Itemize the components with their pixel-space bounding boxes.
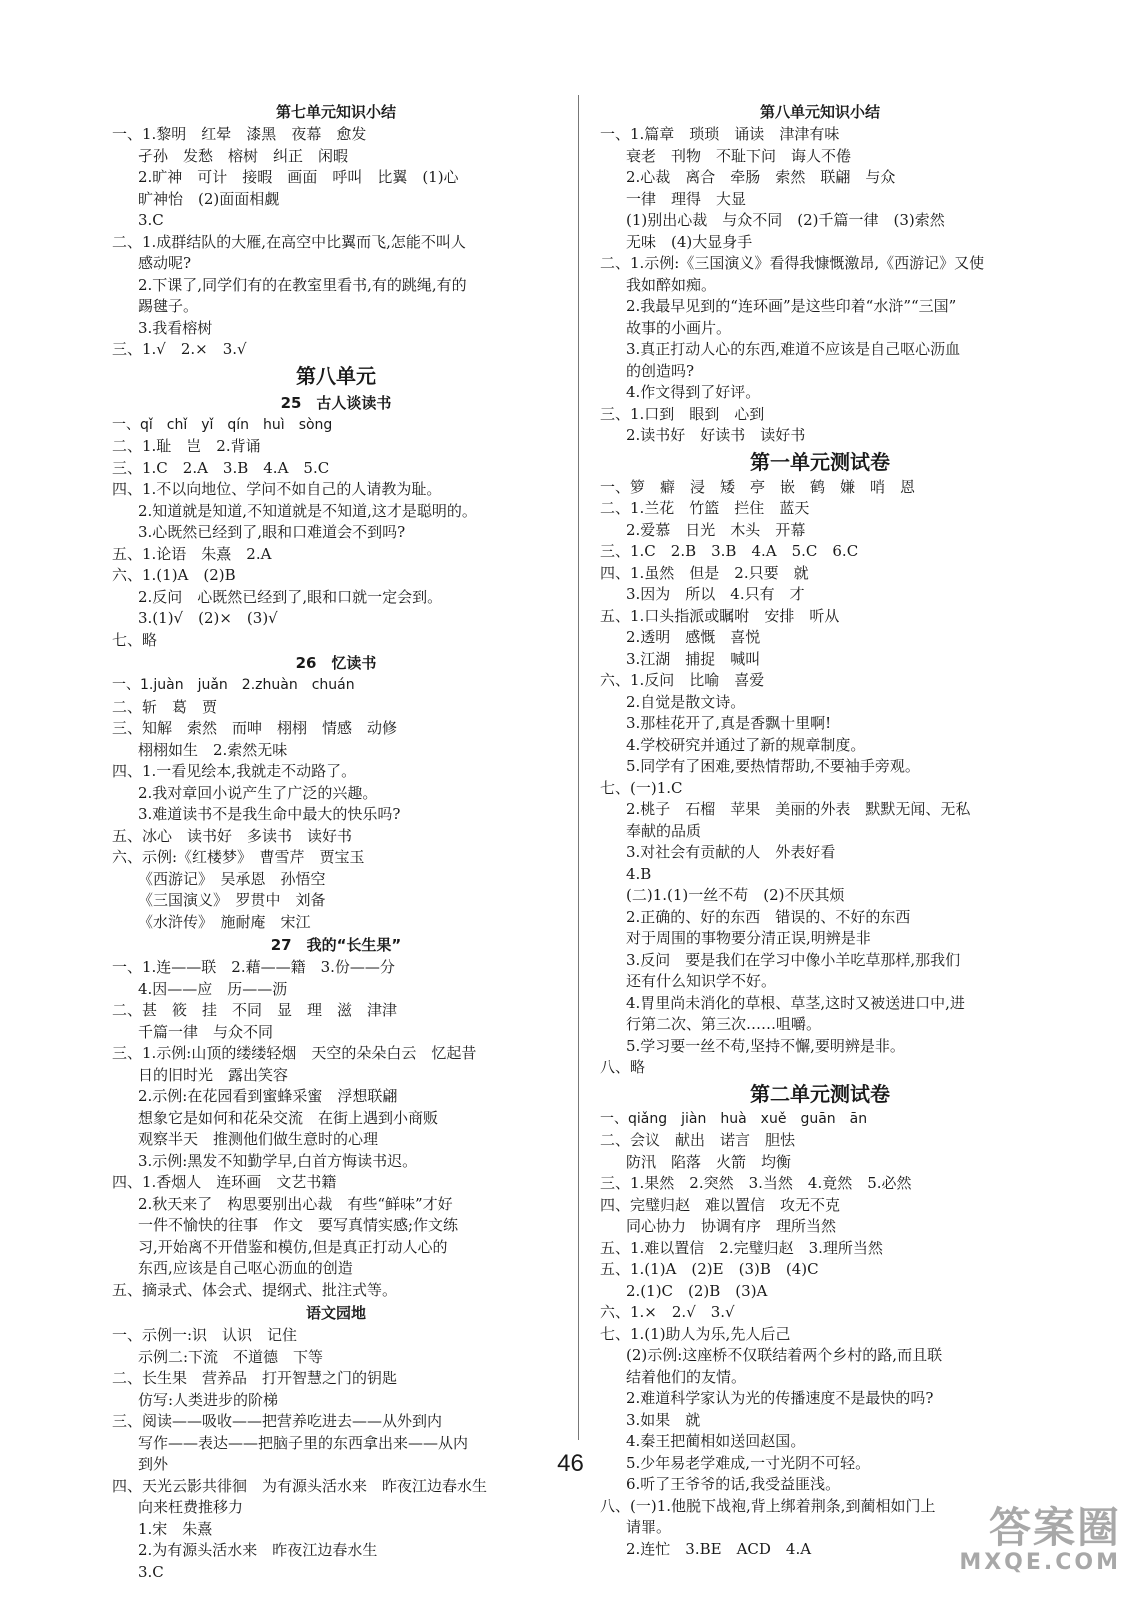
answer-line: 2.旷神 可计 接暇 画面 呼叫 比翼 (1)心: [138, 168, 459, 186]
answer-line: 4.作文得到了好评。: [626, 383, 761, 401]
answer-line: 3.C: [138, 211, 164, 229]
pinyin-line: 一、qiǎng jiàn huà xuě guān ān: [600, 1110, 868, 1127]
answer-line: 二、斩 葛 贾: [112, 697, 218, 716]
answer-line: 六、1.反问 比喻 喜爱: [600, 671, 765, 689]
answer-line: 1.宋 朱熹: [138, 1519, 213, 1538]
answer-line: 二、1.耻 岂 2.背诵: [112, 437, 261, 455]
answer-line: 千篇一律 与众不同: [138, 1022, 274, 1041]
answer-line: 七、(一)1.C: [600, 778, 683, 797]
unit-heading: 第一单元测试卷: [750, 449, 890, 474]
answer-line: 旷神怡 (2)面面相觑: [138, 189, 280, 208]
left-column: [112, 100, 560, 1583]
answer-line: 七、略: [112, 630, 158, 649]
answer-line: 2.爱慕 日光 木头 开幕: [626, 520, 806, 539]
answer-line: 六、1.(1)A (2)B: [112, 566, 236, 584]
answer-line: 我如醉如痴。: [626, 275, 717, 294]
answer-line: 的创造吗?: [626, 361, 695, 380]
answer-line: 三、1.果然 2.突然 3.当然 4.竟然 5.必然: [600, 1174, 912, 1192]
answer-line: 四、1.不以向地位、学问不如自己的人请教为耻。: [112, 480, 442, 498]
answer-line: 2.难道科学家认为光的传播速度不是最快的吗?: [626, 1389, 934, 1407]
answer-line: 2.读书好 好读书 读好书: [626, 426, 806, 444]
answer-line: 观察半天 推测他们做生意时的心理: [138, 1130, 379, 1148]
answer-line: 八、略: [600, 1058, 646, 1076]
answer-line: 三、1.示例:山顶的缕缕轻烟 天空的朵朵白云 忆起昔: [112, 1044, 477, 1062]
section-heading: 语文园地: [305, 1304, 366, 1322]
answer-line: 感动呢?: [138, 254, 192, 272]
answer-line: 五、摘录式、体会式、提纲式、批注式等。: [112, 1280, 398, 1299]
unit-heading: 第八单元: [296, 363, 376, 388]
answer-line: 2.(1)C (2)B (3)A: [626, 1281, 768, 1300]
answer-line: 奉献的品质: [626, 821, 702, 840]
answer-line: 结着他们的友情。: [626, 1367, 747, 1386]
answer-line: 五、冰心 读书好 多读书 读好书: [112, 826, 353, 845]
answer-line: 《三国演义》 罗贯中 刘备: [138, 891, 326, 909]
answer-line: 防汛 陷落 火箭 均衡: [626, 1152, 792, 1171]
answer-line: 示例二:下流 不道德 下等: [138, 1347, 324, 1366]
answer-line: 踢毽子。: [138, 297, 199, 315]
answer-line: 到外: [138, 1455, 169, 1473]
answer-line: 一、1.黎明 红晕 漆黑 夜幕 愈发: [112, 125, 367, 143]
answer-line: 4.因——应 历——沥: [138, 979, 288, 998]
answer-line: 八、(一)1.他脱下战袍,背上绑着荆条,到蔺相如门上: [600, 1496, 936, 1515]
answer-line: 四、1.虽然 但是 2.只要 就: [600, 563, 809, 582]
answer-line: 三、知解 索然 而呻 栩栩 情感 动修: [112, 719, 398, 737]
answer-line: 五、1.难以置信 2.完璧归赵 3.理所当然: [600, 1238, 883, 1257]
answer-line: 衰老 刊物 不耻下问 诲人不倦: [626, 146, 852, 165]
answer-line: 三、1.√ 2.× 3.√: [112, 340, 247, 358]
column-divider: [578, 95, 579, 1440]
answer-line: 《西游记》 吴承恩 孙悟空: [138, 869, 326, 888]
answer-line: 想象它是如何和花朵交流 在街上遇到小商贩: [138, 1108, 439, 1127]
answer-line: 行第二次、第三次……咀嚼。: [626, 1015, 822, 1033]
answer-line: 一、示例一:识 认识 记住: [112, 1326, 298, 1344]
answer-line: 孑孙 发愁 榕树 纠正 闲暇: [138, 146, 349, 165]
answer-line: 六、示例:《红楼梦》 曹雪芹 贾宝玉: [112, 848, 365, 866]
pinyin-line: 一、1.juàn juǎn 2.zhuàn chuán: [112, 677, 355, 693]
answer-line: 故事的小画片。: [626, 318, 732, 337]
answer-line: 3.反问 要是我们在学习中像小羊吃草那样,那我们: [626, 950, 961, 969]
answer-line: 3.真正打动人心的东西,难道不应该是自己呕心沥血: [626, 340, 961, 358]
answer-line: 2.正确的、好的东西 错误的、不好的东西: [626, 907, 911, 926]
answer-line: 二、会议 献出 诺言 胆怯: [600, 1131, 796, 1149]
answer-line: 3.C: [138, 1562, 164, 1581]
answer-line: 五、1.口头指派或瞩咐 安排 听从: [600, 606, 840, 625]
answer-line: 2.我最早见到的“连环画”是这些印着“水浒”“三国”: [626, 297, 957, 315]
answer-line: 四、天光云影共徘徊 为有源头活水来 昨夜江边春水生: [112, 1476, 488, 1495]
watermark-en: MXQE.COM: [959, 1550, 1121, 1575]
answer-line: 3.江湖 捕捉 喊叫: [626, 649, 761, 668]
answer-line: 2.桃子 石榴 苹果 美丽的外表 默默无闻、无私: [626, 800, 971, 818]
answer-line: 二、长生果 营养品 打开智慧之门的钥匙: [112, 1369, 398, 1387]
answer-line: 五、1.论语 朱熹 2.A: [112, 544, 272, 563]
answer-line: 五、1.(1)A (2)E (3)B (4)C: [600, 1260, 819, 1278]
answer-line: 2.为有源头活水来 昨夜江边春水生: [138, 1541, 378, 1559]
answer-line: 四、1.香烟人 连环画 文艺书籍: [112, 1173, 337, 1191]
right-column: [600, 100, 1040, 1560]
answer-line: 3.因为 所以 4.只有 才: [626, 585, 805, 603]
answer-line: 3.(1)√ (2)× (3)√: [138, 609, 278, 627]
answer-line: 4.学校研究并通过了新的规章制度。: [626, 735, 866, 754]
answer-line: (二)1.(1)一丝不苟 (2)不厌其烦: [626, 886, 845, 904]
answer-line: 二、甚 筱 挂 不同 显 理 滋 津津: [112, 1001, 398, 1019]
answer-line: 2.连忙 3.BE ACD 4.A: [626, 1539, 812, 1558]
answer-line: 对于周围的事物要分清正误,明辨是非: [626, 929, 871, 947]
answer-line: 一、1.连——联 2.藉——籍 3.份——分: [112, 958, 395, 976]
answer-line: 《水浒传》 施耐庵 宋江: [138, 912, 311, 931]
answer-line: 二、1.成群结队的大雁,在高空中比翼而飞,怎能不叫人: [112, 232, 466, 251]
answer-line: 2.我对章回小说产生了广泛的兴趣。: [138, 783, 378, 802]
answer-line: 3.对社会有贡献的人 外表好看: [626, 843, 836, 861]
answer-line: 七、1.(1)助人为乐,先人后己: [600, 1324, 791, 1343]
answer-line: 三、1.C 2.B 3.B 4.A 5.C 6.C: [600, 542, 859, 560]
answer-line: 四、完璧归赵 难以置信 攻无不克: [600, 1195, 841, 1214]
section-heading: 25 古人谈读书: [280, 393, 392, 412]
answer-line: 3.心既然已经到了,眼和口难道会不到吗?: [138, 523, 406, 541]
section-heading: 26 忆读书: [295, 654, 377, 672]
answer-line: 一律 理得 大显: [626, 189, 747, 208]
answer-line: 请罪。: [626, 1518, 672, 1536]
answer-line: 还有什么知识学不好。: [626, 972, 777, 990]
answer-line: 四、1.一看见绘本,我就走不动路了。: [112, 762, 357, 780]
answer-line: 2.心裁 离合 牵肠 索然 联翩 与众: [626, 168, 896, 186]
answer-line: 3.示例:黑发不知勤学早,白首方悔读书迟。: [138, 1151, 418, 1170]
answer-line: 同心协力 协调有序 理所当然: [626, 1217, 837, 1235]
answer-line: 5.同学有了困难,要热情帮助,不要袖手旁观。: [626, 757, 920, 775]
answer-line: 4.B: [626, 864, 652, 883]
answer-line: (2)示例:这座桥不仅联结着两个乡村的路,而且联: [626, 1346, 943, 1364]
watermark-logo: [959, 1505, 1121, 1575]
answer-line: 一件不愉快的往事 作文 要写真情实感;作文练: [138, 1216, 459, 1234]
answer-line: 3.我看榕树: [138, 318, 213, 337]
section-heading: 第七单元知识小结: [275, 103, 396, 121]
answer-line: 三、阅读——吸收——把营养吃进去——从外到内: [112, 1412, 443, 1430]
answer-line: 东西,应该是自己呕心沥血的创造: [138, 1259, 353, 1277]
unit-heading: 第二单元测试卷: [750, 1081, 890, 1106]
page-number: 46: [557, 1450, 584, 1477]
answer-line: 三、1.C 2.A 3.B 4.A 5.C: [112, 458, 330, 477]
pinyin-line: 一、qǐ chǐ yǐ qín huì sòng: [112, 416, 333, 433]
answer-line: 写作——表达——把脑子里的东西拿出来——从内: [138, 1433, 469, 1452]
answer-line: 6.听了王爷爷的话,我受益匪浅。: [626, 1475, 841, 1493]
answer-line: 2.自觉是散文诗。: [626, 692, 746, 711]
answer-line: 一、箩 癖 浸 矮 亭 嵌 鹤 嫌 哨 恩: [600, 477, 916, 496]
answer-line: 5.少年易老学难成,一寸光阴不可轻。: [626, 1453, 871, 1472]
section-heading: 第八单元知识小结: [759, 103, 880, 121]
answer-line: 向来枉费推移力: [138, 1498, 244, 1516]
answer-line: 三、1.口到 眼到 心到: [600, 404, 765, 423]
answer-line: 2.知道就是知道,不知道就是不知道,这才是聪明的。: [138, 501, 477, 520]
answer-line: 2.反问 心既然已经到了,眼和口就一定会到。: [138, 587, 443, 606]
answer-line: 无味 (4)大显身手: [626, 232, 753, 251]
answer-line: 2.示例:在花园看到蜜蜂采蜜 浮想联翩: [138, 1087, 398, 1105]
answer-line: 二、1.兰花 竹篮 拦住 蓝天: [600, 499, 810, 517]
answer-line: (1)别出心裁 与众不同 (2)千篇一律 (3)索然: [626, 211, 945, 229]
answer-line: 仿写:人类进步的阶梯: [138, 1390, 279, 1409]
answer-line: 5.学习要一丝不苟,坚持不懈,要明辨是非。: [626, 1036, 905, 1055]
watermark-cn: 答案圈: [988, 1503, 1121, 1552]
answer-line: 栩栩如生 2.索然无味: [138, 740, 288, 759]
section-heading: 27 我的“长生果”: [270, 936, 402, 954]
answer-line: 一、1.篇章 琐琐 诵读 津津有味: [600, 125, 840, 143]
answer-line: 2.下课了,同学们有的在教室里看书,有的跳绳,有的: [138, 275, 467, 294]
answer-line: 六、1.× 2.√ 3.√: [600, 1303, 735, 1321]
answer-line: 3.那桂花开了,真是香飘十里啊!: [626, 714, 832, 732]
answer-line: 日的旧时光 露出笑容: [138, 1065, 289, 1084]
answer-line: 4.胃里尚未消化的草根、草茎,这时又被送进口中,进: [626, 993, 965, 1012]
answer-line: 2.秋天来了 构思要别出心裁 有些“鲜味”才好: [138, 1194, 453, 1213]
answer-line: 习,开始离不开借鉴和模仿,但是真正打动人心的: [138, 1237, 448, 1256]
answer-line: 2.透明 感慨 喜悦: [626, 628, 761, 646]
answer-line: 4.秦王把蔺相如送回赵国。: [626, 1432, 806, 1450]
answer-line: 二、1.示例:《三国演义》看得我慷慨激昂,《西游记》又使: [600, 254, 985, 272]
answer-line: 3.如果 就: [626, 1410, 701, 1429]
answer-line: 3.难道读书不是我生命中最大的快乐吗?: [138, 805, 401, 823]
